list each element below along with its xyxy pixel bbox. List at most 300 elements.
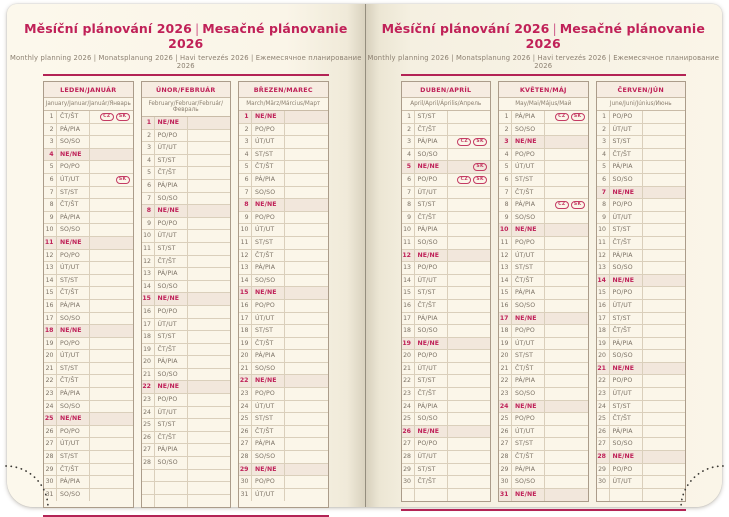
day-number: 8 [499, 199, 512, 211]
notes-cell [545, 262, 588, 274]
day-label: PO/PO [252, 212, 285, 224]
day-number: 28 [44, 451, 57, 463]
day-number: 4 [239, 149, 252, 161]
day-row [142, 293, 231, 306]
day-number: 17 [44, 313, 57, 325]
day-number: 9 [239, 212, 252, 224]
notes-cell [448, 111, 491, 123]
month-table [401, 81, 492, 502]
day-row [499, 464, 588, 477]
day-number: 1 [597, 111, 610, 123]
day-number [142, 482, 155, 494]
day-row [44, 350, 133, 363]
day-row [499, 325, 588, 338]
day-number: 10 [499, 224, 512, 236]
day-row [597, 350, 686, 363]
notes-cell [448, 300, 491, 312]
day-label: ÚT/UT [252, 401, 285, 413]
day-label: SO/SO [57, 401, 90, 413]
day-label: PÁ/PIA [57, 388, 90, 400]
notes-cell [643, 300, 686, 312]
day-label: PO/PO [155, 130, 188, 142]
day-row [499, 275, 588, 288]
notes-cell [545, 464, 588, 476]
day-row [44, 187, 133, 200]
day-row [597, 388, 686, 401]
day-row [402, 275, 491, 288]
notes-cell [448, 199, 491, 211]
day-number: 23 [402, 388, 415, 400]
day-number: 11 [142, 243, 155, 255]
notes-cell [90, 124, 133, 136]
day-number: 9 [402, 212, 415, 224]
day-row [499, 149, 588, 162]
notes-cell [545, 489, 588, 502]
notes-cell [448, 426, 491, 438]
day-row [44, 388, 133, 401]
notes-cell [90, 187, 133, 199]
notes-cell [448, 250, 491, 262]
day-number: 6 [402, 174, 415, 186]
notes-cell [448, 338, 491, 350]
day-label: ČT/ŠT [610, 413, 643, 425]
day-row [499, 451, 588, 464]
notes-cell [188, 117, 231, 129]
day-label: PO/PO [57, 426, 90, 438]
day-label: PÁ/PIA [415, 224, 448, 236]
day-number: 12 [597, 250, 610, 262]
day-number: 4 [44, 149, 57, 161]
day-label: ČT/ŠT [610, 149, 643, 161]
notes-cell [90, 401, 133, 413]
day-label: PO/PO [415, 174, 448, 186]
notes-cell [90, 224, 133, 236]
day-number: 27 [597, 438, 610, 450]
day-row [597, 212, 686, 225]
day-number: 30 [499, 476, 512, 488]
day-label: ST/ST [415, 287, 448, 299]
day-number: 30 [597, 476, 610, 488]
month-table [238, 81, 329, 508]
day-row [44, 124, 133, 137]
day-label: SO/SO [252, 363, 285, 375]
day-label: PÁ/PIA [512, 464, 545, 476]
day-row [402, 338, 491, 351]
day-number: 9 [597, 212, 610, 224]
day-row [402, 287, 491, 300]
notes-cell [448, 212, 491, 224]
day-label: ST/ST [415, 199, 448, 211]
day-row [402, 401, 491, 414]
day-number: 26 [142, 432, 155, 444]
page-header [7, 4, 365, 76]
day-row [402, 388, 491, 401]
day-row [142, 470, 231, 483]
notes-cell [188, 130, 231, 142]
day-label: ČT/ŠT [415, 212, 448, 224]
day-label: SO/SO [415, 325, 448, 337]
month-name: BŘEZEN/MAREC [239, 82, 328, 98]
day-row [402, 111, 491, 124]
day-number: 8 [239, 199, 252, 211]
day-label: ÚT/UT [415, 363, 448, 375]
day-row [597, 489, 686, 502]
day-label: NE/NE [610, 363, 643, 375]
day-number: 28 [499, 451, 512, 463]
day-number: 19 [499, 338, 512, 350]
day-number: 13 [402, 262, 415, 274]
notes-cell [188, 356, 231, 368]
notes-cell [545, 149, 588, 161]
day-number: 22 [597, 375, 610, 387]
day-label: ÚT/UT [512, 161, 545, 173]
day-row [44, 262, 133, 275]
notes-cell [448, 489, 491, 502]
notes-cell [448, 262, 491, 274]
book-spine [365, 4, 366, 507]
day-label: NE/NE [57, 325, 90, 337]
notes-cell [643, 451, 686, 463]
day-number: 25 [142, 419, 155, 431]
day-number: 9 [44, 212, 57, 224]
day-number: 24 [597, 401, 610, 413]
day-number: 11 [239, 237, 252, 249]
day-number: 22 [402, 375, 415, 387]
day-row [597, 149, 686, 162]
day-number: 18 [142, 331, 155, 343]
day-label: SO/SO [610, 174, 643, 186]
day-number: 4 [142, 155, 155, 167]
day-number: 8 [44, 199, 57, 211]
notes-cell [545, 161, 588, 173]
day-number: 2 [44, 124, 57, 136]
day-label: ČT/ŠT [512, 363, 545, 375]
day-number: 3 [142, 142, 155, 154]
notes-cell [545, 388, 588, 400]
day-number: 24 [239, 401, 252, 413]
title-separator: | [194, 21, 200, 36]
day-label: SO/SO [415, 413, 448, 425]
day-label: ČT/ŠT [415, 300, 448, 312]
notes-cell [448, 476, 491, 488]
notes-cell [643, 187, 686, 199]
day-row [142, 306, 231, 319]
day-label: PO/PO [610, 199, 643, 211]
day-number: 24 [44, 401, 57, 413]
day-number: 14 [239, 275, 252, 287]
day-label: SO/SO [57, 313, 90, 325]
day-number: 31 [239, 489, 252, 502]
day-number: 5 [402, 161, 415, 173]
day-label: ÚT/UT [610, 300, 643, 312]
day-row [499, 174, 588, 187]
day-row [44, 476, 133, 489]
day-label: SO/SO [512, 476, 545, 488]
day-number: 4 [499, 149, 512, 161]
notes-cell [285, 136, 328, 148]
day-label: NE/NE [57, 149, 90, 161]
day-number: 22 [142, 381, 155, 393]
day-label: ÚT/UT [512, 426, 545, 438]
notes-cell [643, 413, 686, 425]
day-number: 15 [142, 293, 155, 305]
title-separator: | [552, 21, 557, 36]
day-label: ST/ST [252, 325, 285, 337]
day-label: ÚT/UT [610, 212, 643, 224]
day-row [597, 262, 686, 275]
page-title-czech: Měsíční plánování 2026 [24, 21, 192, 36]
day-label: ST/ST [155, 155, 188, 167]
day-number: 31 [44, 489, 57, 502]
day-row [239, 451, 328, 464]
month-languages: March/März/Március/Март [239, 98, 328, 111]
header-rule [43, 74, 329, 76]
day-number: 8 [597, 199, 610, 211]
notes-cell [285, 250, 328, 262]
month-languages: April/April/Április/Апрель [402, 98, 491, 111]
notes-cell [90, 275, 133, 287]
day-row [597, 413, 686, 426]
day-row [499, 426, 588, 439]
day-number: 17 [239, 313, 252, 325]
day-label: ST/ST [252, 413, 285, 425]
day-number: 21 [402, 363, 415, 375]
day-label: ST/ST [610, 136, 643, 148]
day-row [402, 375, 491, 388]
day-row [597, 111, 686, 124]
notes-cell [90, 375, 133, 387]
notes-cell [285, 111, 328, 123]
notes-cell [545, 136, 588, 148]
holiday-badge-cz-icon: CZ [457, 138, 471, 146]
day-number: 5 [499, 161, 512, 173]
notes-cell [285, 401, 328, 413]
day-label: ČT/ŠT [512, 275, 545, 287]
notes-cell [188, 495, 231, 508]
notes-cell [448, 350, 491, 362]
day-number: 27 [44, 438, 57, 450]
day-number [597, 489, 610, 502]
day-row [239, 287, 328, 300]
notes-cell [545, 401, 588, 413]
day-number: 1 [142, 117, 155, 129]
day-row [597, 124, 686, 137]
day-row [142, 230, 231, 243]
day-label [610, 489, 643, 502]
day-row [239, 262, 328, 275]
month-name: LEDEN/JANUÁR [44, 82, 133, 98]
notes-cell [90, 451, 133, 463]
day-label: PO/PO [610, 287, 643, 299]
day-row [239, 136, 328, 149]
day-label: ÚT/UT [610, 124, 643, 136]
notes-cell [285, 325, 328, 337]
day-label: NE/NE [155, 205, 188, 217]
day-row [142, 407, 231, 420]
day-label [155, 482, 188, 494]
page-title [7, 21, 365, 51]
day-label: SO/SO [155, 457, 188, 469]
day-row [142, 155, 231, 168]
day-number: 1 [499, 111, 512, 123]
day-label: ST/ST [512, 350, 545, 362]
day-number: 5 [44, 161, 57, 173]
page-title-slovak: Mesačné plánovanie 2026 [168, 21, 348, 51]
day-label: PO/PO [57, 338, 90, 350]
day-row [402, 224, 491, 237]
day-row [499, 438, 588, 451]
notes-cell [285, 187, 328, 199]
day-row [44, 275, 133, 288]
notes-cell [643, 111, 686, 123]
notes-cell [448, 438, 491, 450]
day-number: 27 [239, 438, 252, 450]
day-label: ST/ST [610, 224, 643, 236]
day-row [142, 117, 231, 130]
notes-cell [285, 489, 328, 502]
notes-cell [545, 287, 588, 299]
day-row [597, 161, 686, 174]
notes-cell [545, 300, 588, 312]
day-number: 27 [142, 444, 155, 456]
day-number: 24 [402, 401, 415, 413]
notes-cell [448, 187, 491, 199]
holiday-badge-sk-icon: SK [473, 138, 487, 146]
day-number: 16 [402, 300, 415, 312]
day-row [142, 319, 231, 332]
day-number: 12 [44, 250, 57, 262]
day-number: 24 [499, 401, 512, 413]
day-number: 18 [597, 325, 610, 337]
notes-cell [643, 438, 686, 450]
notes-cell [285, 375, 328, 387]
day-number: 8 [142, 205, 155, 217]
notes-cell [643, 212, 686, 224]
day-label: SO/SO [512, 300, 545, 312]
day-label: NE/NE [155, 381, 188, 393]
day-number: 10 [142, 230, 155, 242]
day-number [142, 470, 155, 482]
day-label: SO/SO [610, 262, 643, 274]
notes-cell [90, 413, 133, 425]
notes-cell [643, 313, 686, 325]
day-number: 10 [402, 224, 415, 236]
notes-cell [285, 350, 328, 362]
day-row [402, 136, 491, 149]
notes-cell [90, 136, 133, 148]
day-label: ST/ST [415, 464, 448, 476]
day-label: SO/SO [155, 193, 188, 205]
day-row [44, 426, 133, 439]
day-number: 31 [499, 489, 512, 502]
day-row [239, 338, 328, 351]
day-row [597, 187, 686, 200]
notes-cell [285, 438, 328, 450]
day-row [239, 476, 328, 489]
day-label: ČT/ŠT [155, 344, 188, 356]
notes-cell [285, 313, 328, 325]
notes-cell [188, 205, 231, 217]
notes-cell [188, 281, 231, 293]
day-label: PO/PO [512, 325, 545, 337]
day-row [597, 275, 686, 288]
notes-cell [285, 212, 328, 224]
notes-cell [545, 438, 588, 450]
day-number: 1 [239, 111, 252, 123]
day-number: 14 [44, 275, 57, 287]
day-row [239, 438, 328, 451]
day-number: 28 [239, 451, 252, 463]
day-label: PÁ/PIA [57, 124, 90, 136]
notes-cell [188, 268, 231, 280]
day-row [597, 438, 686, 451]
day-label: ÚT/UT [155, 407, 188, 419]
month-languages: February/Februar/Február/Февраль [142, 98, 231, 117]
day-number: 21 [142, 369, 155, 381]
notes-cell [448, 451, 491, 463]
day-label: SO/SO [512, 388, 545, 400]
day-row [239, 199, 328, 212]
day-row [402, 212, 491, 225]
day-label: PÁ/PIA [155, 268, 188, 280]
day-row [499, 262, 588, 275]
day-label: PÁ/PIA [512, 199, 545, 211]
day-number: 11 [597, 237, 610, 249]
notes-cell [90, 489, 133, 502]
day-number: 12 [499, 250, 512, 262]
day-number: 6 [239, 174, 252, 186]
day-number: 1 [402, 111, 415, 123]
day-number: 4 [402, 149, 415, 161]
day-label: PO/PO [155, 218, 188, 230]
day-row [44, 363, 133, 376]
day-row [142, 142, 231, 155]
day-label: NE/NE [610, 275, 643, 287]
day-row [142, 205, 231, 218]
day-row [499, 388, 588, 401]
day-label: ÚT/UT [252, 313, 285, 325]
day-label: ÚT/UT [252, 224, 285, 236]
notes-cell [285, 464, 328, 476]
day-row [597, 476, 686, 489]
notes-cell [448, 388, 491, 400]
month-languages: May/Mai/Május/Май [499, 98, 588, 111]
day-label: ČT/ŠT [155, 432, 188, 444]
day-row [239, 250, 328, 263]
notes-cell [90, 338, 133, 350]
page-subtitle: Monthly planning 2026 | Monatsplanung 2026 | Havi tervezés 2026 | Ежемесячное планирование 2026 [9, 54, 362, 70]
months-right [401, 81, 687, 502]
day-row [402, 149, 491, 162]
notes-cell [188, 142, 231, 154]
notes-cell [448, 313, 491, 325]
day-label: SO/SO [252, 187, 285, 199]
day-number: 20 [597, 350, 610, 362]
notes-cell [545, 174, 588, 186]
page-title-czech: Měsíční plánování 2026 [381, 21, 550, 36]
day-number: 20 [499, 350, 512, 362]
day-row [142, 281, 231, 294]
holiday-badge-sk-icon: SK [116, 113, 130, 121]
notes-cell [643, 174, 686, 186]
day-number: 15 [597, 287, 610, 299]
day-number: 27 [402, 438, 415, 450]
day-label: ČT/ŠT [252, 426, 285, 438]
day-label: ČT/ŠT [512, 187, 545, 199]
notes-cell [188, 381, 231, 393]
holiday-badge-sk-icon: SK [473, 176, 487, 184]
day-row [44, 224, 133, 237]
